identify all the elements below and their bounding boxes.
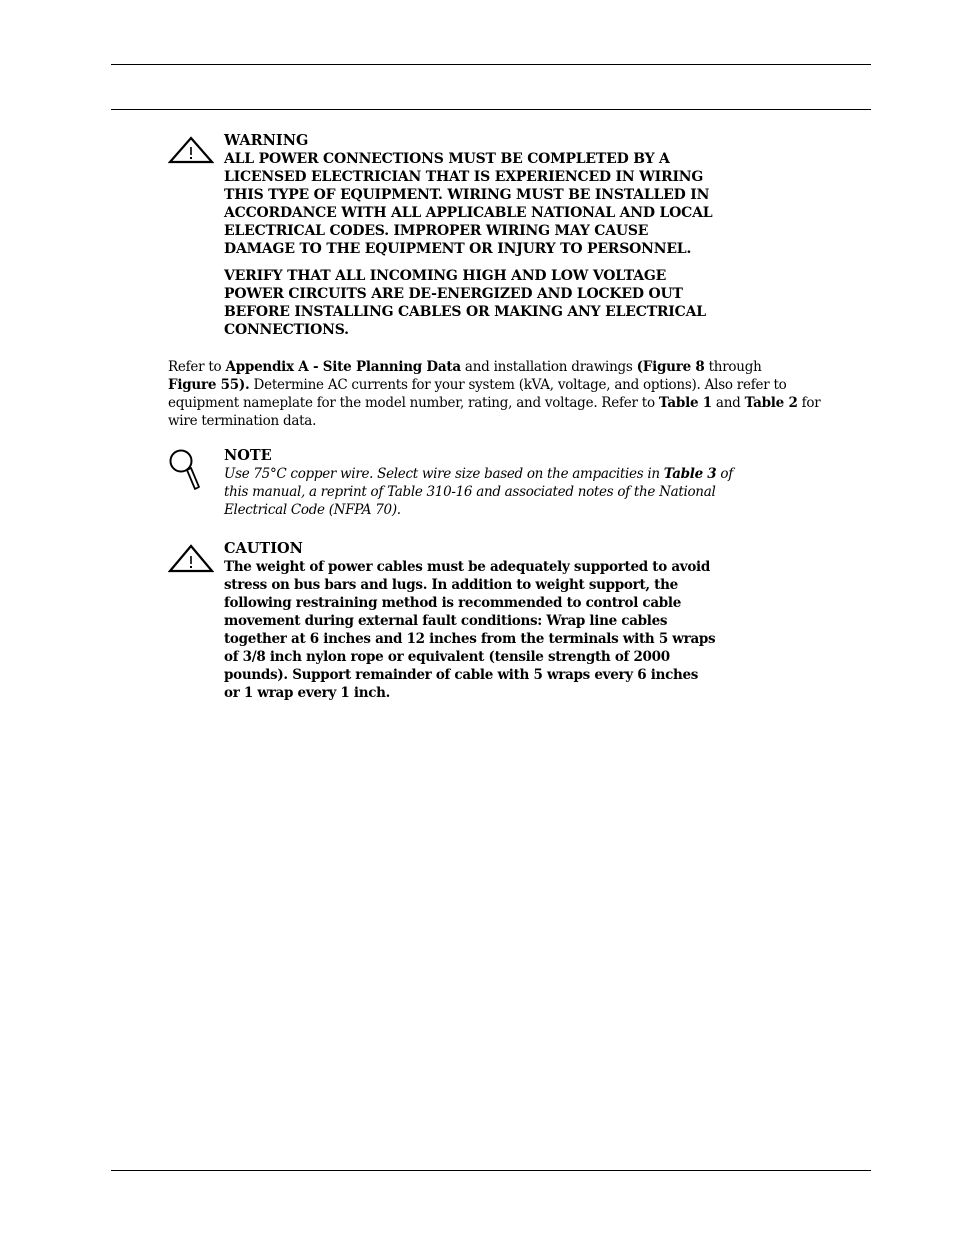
table-2-ref: Table 2 [744,395,798,411]
body-line-2: Figure 55). Determine AC currents for your system (kVA, voltage, and options). Also refer to [168,377,787,393]
table-3-ref: Table 3 [663,466,717,482]
figure-8-ref: (Figure 8 [636,359,705,375]
warning-title: WARNING [224,132,309,149]
appendix-a-link: Appendix A - Site Planning Data [225,359,461,375]
caution-block [224,540,784,702]
body-line-1: Refer to Appendix A - Site Planning Data and installation drawings (Figure 8 through [168,359,762,375]
warning-block [224,132,784,339]
warning-triangle-icon [168,136,214,164]
note-block [224,447,784,519]
warning-paragraph-2: VERIFY THAT ALL INCOMING HIGH AND LOW VOLTAGE POWER CIRCUITS ARE DE-ENERGIZED AND LOCKED OUT BEFORE INSTALLING CABLES OR MAKING ANY ELECTRICAL CONNECTIONS. [224,268,706,338]
header-rule-top [111,64,871,65]
figure-55-ref: Figure 55). [168,377,250,393]
body-line-3: equipment nameplate for the model number, rating, and voltage. Refer to Table 1 and Table 2 for [168,395,821,411]
warning-paragraph-1: ALL POWER CONNECTIONS MUST BE COMPLETED BY A LICENSED ELECTRICIAN THAT IS EXPERIENCED IN WIRING THIS TYPE OF EQUIPMENT. WIRING MUST BE INSTALLED IN ACCORDANCE WITH ALL APPLICABLE NATIONAL AND LOCAL ELECTRICAL CODES. IMPROPER WIRING MAY CAUSE DAMAGE TO THE EQUIPMENT OR INJURY TO PERSONNEL. [224,151,713,257]
caution-triangle-icon [168,544,214,574]
body-paragraph [168,358,868,430]
body-line-4: wire termination data. [168,413,317,429]
magnifier-icon [168,448,202,492]
footer-rule [111,1170,871,1171]
header-rule-bottom [111,109,871,110]
caution-title: CAUTION [224,540,303,557]
caution-text: The weight of power cables must be adequately supported to avoid stress on bus bars and lugs. In addition to weight support, the following restraining method is recommended to control cable movement during external fault conditions: Wrap line cables together at 6 inches and 12 inches from the terminals with 5 wraps of 3/8 inch nylon rope or equivalent (tensile strength of 2000 pounds). Support remainder of cable with 5 wraps every 6 inches or 1 wrap every 1 inch. [224,559,716,701]
table-1-ref: Table 1 [658,395,712,411]
note-title: NOTE [224,447,272,464]
note-text: Use 75°C copper wire. Select wire size based on the ampacities in Table 3 of this manual, a reprint of Table 310-16 and associated notes of the National Electrical Code (NFPA 70). [224,466,733,518]
